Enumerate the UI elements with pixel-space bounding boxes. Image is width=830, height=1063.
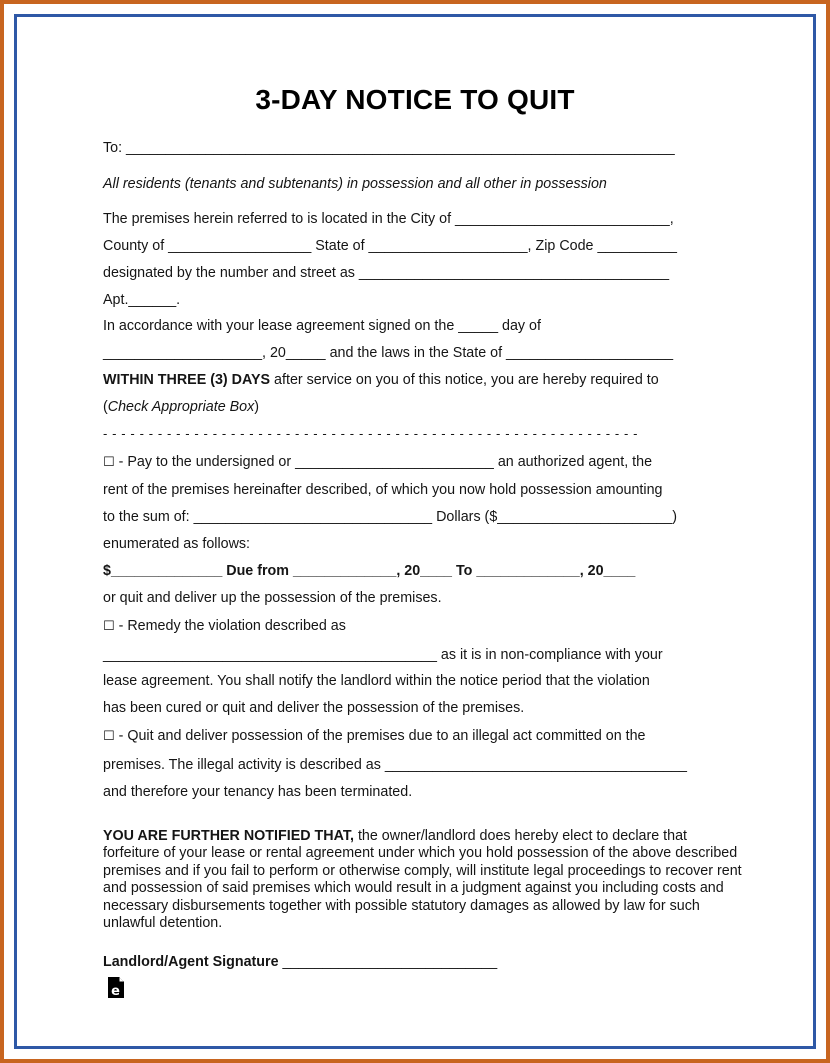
city-line: The premises herein referred to is located in the City of ___________________________, bbox=[103, 211, 674, 227]
noncompliance-line: __________________________________________ as it is in non-compliance with your bbox=[103, 647, 663, 663]
accordance-line: In accordance with your lease agreement signed on the _____ day of bbox=[103, 318, 541, 334]
pay-checkbox[interactable]: ☐ bbox=[103, 455, 115, 470]
dashed-separator: - - - - - - - - - - - - - - - - - - - - - - - - - - - - - - - - - - - - - - - - - - - - - - - - - - - - - - - - - - - bbox=[103, 426, 639, 441]
terminated-line: and therefore your tenancy has been terminated. bbox=[103, 784, 413, 800]
rent-line: rent of the premises hereinafter described, of which you now hold possession amounting bbox=[103, 482, 663, 498]
laws-line: ____________________, 20_____ and the laws in the State of _____________________ bbox=[103, 345, 674, 361]
illegal-option bbox=[103, 727, 646, 746]
enumerated-line: enumerated as follows: bbox=[103, 536, 251, 552]
check-italic: Check Appropriate Box bbox=[107, 399, 255, 415]
sum-line: to the sum of: ______________________________ Dollars ($______________________) bbox=[103, 509, 677, 525]
signature-label: Landlord/Agent Signature bbox=[103, 954, 279, 970]
activity-line: premises. The illegal activity is described as ______________________________________ bbox=[103, 757, 687, 773]
check-close: ) bbox=[254, 399, 260, 415]
remedy-checkbox[interactable]: ☐ bbox=[103, 619, 115, 634]
due-line: $______________ Due from _____________, 20____ To _____________, 20____ bbox=[103, 563, 636, 579]
pay-option bbox=[103, 453, 652, 472]
lease-line: lease agreement. You shall notify the landlord within the notice period that the violation bbox=[103, 673, 650, 689]
remedy-text: - Remedy the violation described as bbox=[114, 618, 346, 634]
remedy-option bbox=[103, 617, 346, 636]
quit-line: or quit and deliver up the possession of the premises. bbox=[103, 590, 442, 606]
county-line: County of __________________ State of ____________________, Zip Code __________ bbox=[103, 238, 677, 254]
to-line: To: _____________________________________________________________________ bbox=[103, 140, 675, 156]
illegal-text: - Quit and deliver possession of the premises due to an illegal act committed on the bbox=[114, 728, 646, 744]
signature-field[interactable]: ___________________________ bbox=[278, 954, 498, 970]
pay-text: - Pay to the undersigned or _________________________ an authorized agent, the bbox=[114, 454, 653, 470]
designated-line: designated by the number and street as _______________________________________ bbox=[103, 265, 670, 281]
check-open: ( bbox=[103, 399, 108, 415]
within-rest: after service on you of this notice, you are hereby required to bbox=[270, 372, 659, 388]
check-line bbox=[103, 398, 259, 416]
page-title: 3-DAY NOTICE TO QUIT bbox=[255, 84, 575, 115]
cured-line: has been cured or quit and deliver the possession of the premises. bbox=[103, 700, 525, 716]
illegal-checkbox[interactable]: ☐ bbox=[103, 729, 115, 744]
svg-text:e: e bbox=[111, 984, 120, 999]
eforms-logo-icon bbox=[106, 976, 126, 999]
residents-line: All residents (tenants and subtenants) in possession and all other in possession bbox=[103, 176, 607, 192]
within-line bbox=[103, 371, 659, 389]
signature-line bbox=[103, 953, 497, 971]
apt-line: Apt.______. bbox=[103, 292, 181, 308]
further-notice-paragraph bbox=[103, 828, 743, 932]
notice-bold: YOU ARE FURTHER NOTIFIED THAT, bbox=[103, 828, 354, 844]
notice-text: the owner/landlord does hereby elect to declare that forfeiture of your lease or rental agreement under which you hold possession of the above described premises and if you fail to perform or otherwise comply, will institute legal proceedings to recover rent and possession of said premises which would result in a judgment against you including costs and necessary disbursements together with possible statutory damages as allowed by law for such unlawful detention. bbox=[103, 828, 742, 932]
within-bold: WITHIN THREE (3) DAYS bbox=[103, 372, 271, 388]
